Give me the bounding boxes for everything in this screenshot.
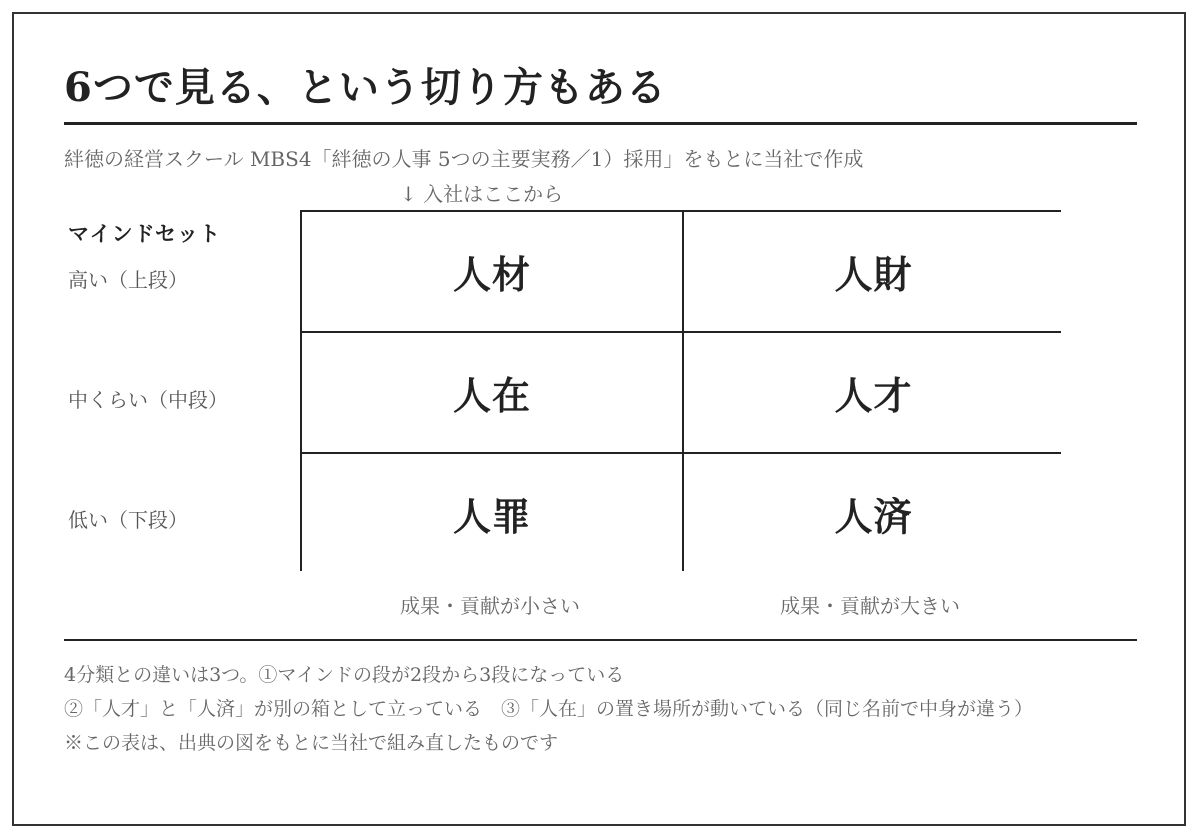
grid-cell-high-small: 人材 [302,212,682,331]
row-label-low: 低い（下段） [68,508,188,532]
row-axis-title: マインドセット [68,221,221,246]
grid-cell-middle-small: 人在 [302,333,682,452]
grid-cell-high-large: 人財 [684,212,1063,331]
note-line-1: 4分類との違いは3つ。①マインドの段が2段から3段になっている [64,664,625,686]
notes-divider [64,639,1137,641]
row-label-high: 高い（上段） [68,268,188,292]
page-title: 6つで見る、という切り方もある [64,64,667,111]
grid-cell-low-large: 人済 [684,454,1063,573]
note-line-3: ※この表は、出典の図をもとに当社で組み直したものです [64,732,559,754]
classification-grid [300,210,1061,571]
row-label-middle: 中くらい（中段） [68,388,228,412]
column-label-large: 成果・貢献が大きい [780,594,960,618]
note-line-2: ②「人才」と「人済」が別の箱として立っている ③「人在」の置き場所が動いている（同じ名前で中身が違う） [64,698,1034,720]
grid-cell-low-small: 人罪 [302,454,682,573]
title-divider [64,122,1137,125]
grid-cell-middle-large: 人才 [684,333,1063,452]
entry-marker: ↓ 入社はここから [400,182,564,206]
column-label-small: 成果・貢献が小さい [400,594,580,618]
source-caption: 絆徳の経営スクール MBS4「絆徳の人事 5つの主要実務／1）採用」をもとに当社で作成 [64,147,864,171]
